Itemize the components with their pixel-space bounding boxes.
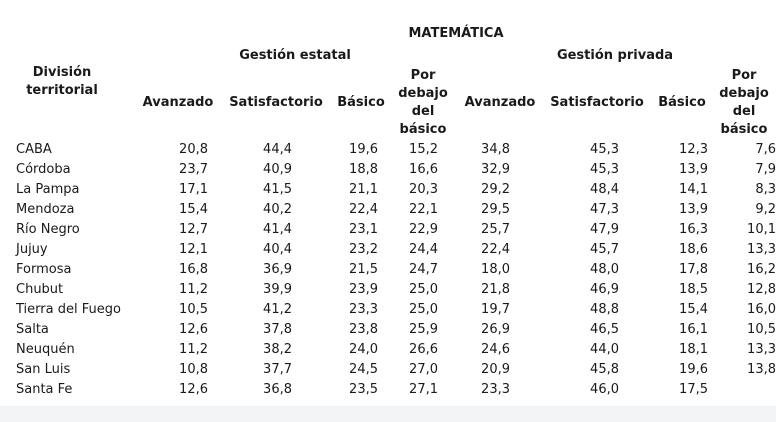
cell-basico-privada: 15,4 xyxy=(679,302,708,317)
cell-satisfactorio-estatal: 36,9 xyxy=(263,262,292,277)
cell-basico-privada: 19,6 xyxy=(679,362,708,377)
cell-avanzado-privada: 25,7 xyxy=(481,222,510,237)
cell-division: Santa Fe xyxy=(16,382,73,397)
cell-satisfactorio-estatal: 44,4 xyxy=(263,142,292,157)
cell-basico-estatal: 23,2 xyxy=(349,242,378,257)
cell-por-debajo-privada: 10,1 xyxy=(747,222,776,237)
cell-basico-privada: 17,5 xyxy=(679,382,708,397)
cell-basico-estatal: 19,6 xyxy=(349,142,378,157)
cell-satisfactorio-estatal: 39,9 xyxy=(263,282,292,297)
cell-division: Río Negro xyxy=(16,222,80,237)
cell-avanzado-estatal: 12,6 xyxy=(179,382,208,397)
cell-basico-estatal: 23,1 xyxy=(349,222,378,237)
cell-por-debajo-estatal: 25,0 xyxy=(409,302,438,317)
cell-basico-estatal: 24,0 xyxy=(349,342,378,357)
cell-por-debajo-privada: 13,3 xyxy=(747,242,776,257)
table-row xyxy=(0,300,776,320)
cell-basico-privada: 14,1 xyxy=(679,182,708,197)
data-table xyxy=(0,140,776,400)
cell-satisfactorio-estatal: 38,2 xyxy=(263,342,292,357)
cell-satisfactorio-estatal: 40,9 xyxy=(263,162,292,177)
cell-satisfactorio-privada: 48,8 xyxy=(590,302,619,317)
cell-avanzado-estatal: 20,8 xyxy=(179,142,208,157)
cell-por-debajo-privada: 16,0 xyxy=(747,302,776,317)
col-header-satisfactorio-estatal: Satisfactorio xyxy=(229,95,323,110)
cell-avanzado-estatal: 11,2 xyxy=(179,342,208,357)
table-row xyxy=(0,140,776,160)
cell-satisfactorio-estatal: 40,2 xyxy=(263,202,292,217)
cell-division: CABA xyxy=(16,142,52,157)
cell-avanzado-privada: 19,7 xyxy=(481,302,510,317)
cell-division: Tierra del Fuego xyxy=(16,302,121,317)
cell-division: Salta xyxy=(16,322,49,337)
cell-basico-estatal: 24,5 xyxy=(349,362,378,377)
cell-por-debajo-privada: 9,2 xyxy=(755,202,776,217)
cell-satisfactorio-estatal: 40,4 xyxy=(263,242,292,257)
cell-satisfactorio-estatal: 41,4 xyxy=(263,222,292,237)
cell-basico-privada: 16,1 xyxy=(679,322,708,337)
cell-satisfactorio-estatal: 37,8 xyxy=(263,322,292,337)
cell-avanzado-privada: 20,9 xyxy=(481,362,510,377)
cell-basico-estatal: 21,1 xyxy=(349,182,378,197)
cell-satisfactorio-privada: 45,3 xyxy=(590,162,619,177)
cell-avanzado-privada: 23,3 xyxy=(481,382,510,397)
cell-por-debajo-estatal: 15,2 xyxy=(409,142,438,157)
cell-por-debajo-estatal: 27,0 xyxy=(409,362,438,377)
cell-basico-privada: 18,6 xyxy=(679,242,708,257)
col-header-avanzado-estatal: Avanzado xyxy=(142,95,214,110)
cell-por-debajo-privada: 7,6 xyxy=(755,142,776,157)
cell-satisfactorio-estatal: 36,8 xyxy=(263,382,292,397)
cell-avanzado-privada: 29,5 xyxy=(481,202,510,217)
cell-por-debajo-privada: 12,8 xyxy=(747,282,776,297)
cell-por-debajo-estatal: 22,1 xyxy=(409,202,438,217)
cell-por-debajo-estatal: 25,0 xyxy=(409,282,438,297)
cell-basico-estatal: 22,4 xyxy=(349,202,378,217)
cell-basico-privada: 18,1 xyxy=(679,342,708,357)
cell-por-debajo-estatal: 20,3 xyxy=(409,182,438,197)
cell-basico-privada: 13,9 xyxy=(679,202,708,217)
cell-division: Neuquén xyxy=(16,342,75,357)
col-header-basico-privada: Básico xyxy=(658,95,706,110)
cell-avanzado-privada: 24,6 xyxy=(481,342,510,357)
cell-division: Chubut xyxy=(16,282,64,297)
table-row xyxy=(0,220,776,240)
table-row xyxy=(0,160,776,180)
cell-por-debajo-privada xyxy=(708,380,776,400)
cell-por-debajo-estatal: 16,6 xyxy=(409,162,438,177)
col-header-basico-estatal: Básico xyxy=(337,95,385,110)
cell-satisfactorio-privada: 46,5 xyxy=(590,322,619,337)
cell-basico-privada: 12,3 xyxy=(679,142,708,157)
cell-satisfactorio-privada: 47,9 xyxy=(590,222,619,237)
cell-satisfactorio-estatal: 41,2 xyxy=(263,302,292,317)
cell-basico-estatal: 23,8 xyxy=(349,322,378,337)
cell-por-debajo-privada: 13,8 xyxy=(747,362,776,377)
cell-basico-privada: 17,8 xyxy=(679,262,708,277)
cell-avanzado-privada: 26,9 xyxy=(481,322,510,337)
cell-por-debajo-estatal: 27,1 xyxy=(409,382,438,397)
cell-avanzado-privada: 34,8 xyxy=(481,142,510,157)
cell-avanzado-privada: 21,8 xyxy=(481,282,510,297)
table-row xyxy=(0,280,776,300)
cell-avanzado-estatal: 16,8 xyxy=(179,262,208,277)
col-header-por-debajo-estatal: Por debajo del básico xyxy=(398,68,448,137)
cell-basico-privada: 13,9 xyxy=(679,162,708,177)
cell-satisfactorio-privada: 48,0 xyxy=(590,262,619,277)
cell-por-debajo-privada: 7,9 xyxy=(755,162,776,177)
cell-satisfactorio-privada: 45,7 xyxy=(590,242,619,257)
group-header-estatal: Gestión estatal xyxy=(239,48,351,63)
cell-basico-privada: 18,5 xyxy=(679,282,708,297)
cell-avanzado-estatal: 10,8 xyxy=(179,362,208,377)
cell-por-debajo-privada: 10,5 xyxy=(747,322,776,337)
cell-division: Jujuy xyxy=(16,242,48,257)
cell-avanzado-estatal: 12,7 xyxy=(179,222,208,237)
table-row xyxy=(0,320,776,340)
cell-avanzado-estatal: 23,7 xyxy=(179,162,208,177)
cell-satisfactorio-estatal: 37,7 xyxy=(263,362,292,377)
cell-satisfactorio-privada: 45,3 xyxy=(590,142,619,157)
cell-por-debajo-estatal: 26,6 xyxy=(409,342,438,357)
cell-por-debajo-estatal: 22,9 xyxy=(409,222,438,237)
cell-satisfactorio-privada: 44,0 xyxy=(590,342,619,357)
row-header-division: División territorial xyxy=(26,65,98,98)
cell-avanzado-estatal: 12,6 xyxy=(179,322,208,337)
cell-division: Mendoza xyxy=(16,202,75,217)
cell-basico-privada: 16,3 xyxy=(679,222,708,237)
cell-por-debajo-estatal: 25,9 xyxy=(409,322,438,337)
col-header-por-debajo-privada: Por debajo del básico xyxy=(719,68,769,137)
cell-division: San Luis xyxy=(16,362,71,377)
table-row xyxy=(0,360,776,380)
cell-por-debajo-estatal: 24,4 xyxy=(409,242,438,257)
table-title: MATEMÁTICA xyxy=(408,26,504,41)
cell-avanzado-estatal: 15,4 xyxy=(179,202,208,217)
cell-avanzado-estatal: 17,1 xyxy=(179,182,208,197)
cell-basico-estatal: 23,3 xyxy=(349,302,378,317)
group-header-privada: Gestión privada xyxy=(556,48,674,63)
cell-satisfactorio-privada: 47,3 xyxy=(590,202,619,217)
cell-satisfactorio-privada: 48,4 xyxy=(590,182,619,197)
cell-por-debajo-privada: 13,3 xyxy=(747,342,776,357)
cell-por-debajo-privada: 8,3 xyxy=(755,182,776,197)
table-row xyxy=(0,240,776,260)
cell-avanzado-estatal: 11,2 xyxy=(179,282,208,297)
table-row xyxy=(0,200,776,220)
cell-avanzado-privada: 22,4 xyxy=(481,242,510,257)
cell-basico-estatal: 18,8 xyxy=(349,162,378,177)
cell-avanzado-estatal: 12,1 xyxy=(179,242,208,257)
table-row xyxy=(0,380,776,400)
cell-satisfactorio-privada: 46,9 xyxy=(590,282,619,297)
cell-basico-estatal: 23,9 xyxy=(349,282,378,297)
cell-division: La Pampa xyxy=(16,182,80,197)
table-row xyxy=(0,260,776,280)
cell-avanzado-estatal: 10,5 xyxy=(179,302,208,317)
table-row xyxy=(0,180,776,200)
cell-basico-estatal: 23,5 xyxy=(349,382,378,397)
cell-satisfactorio-privada: 46,0 xyxy=(590,382,619,397)
cell-avanzado-privada: 32,9 xyxy=(481,162,510,177)
cell-avanzado-privada: 18,0 xyxy=(481,262,510,277)
col-header-avanzado-privada: Avanzado xyxy=(464,95,536,110)
cell-division: Formosa xyxy=(16,262,72,277)
cell-division: Córdoba xyxy=(16,162,71,177)
table-row xyxy=(0,340,776,360)
cell-satisfactorio-privada: 45,8 xyxy=(590,362,619,377)
cell-por-debajo-estatal: 24,7 xyxy=(409,262,438,277)
cell-satisfactorio-estatal: 41,5 xyxy=(263,182,292,197)
cell-por-debajo-privada: 16,2 xyxy=(747,262,776,277)
cell-avanzado-privada: 29,2 xyxy=(481,182,510,197)
col-header-satisfactorio-privada: Satisfactorio xyxy=(550,95,644,110)
cell-basico-estatal: 21,5 xyxy=(349,262,378,277)
